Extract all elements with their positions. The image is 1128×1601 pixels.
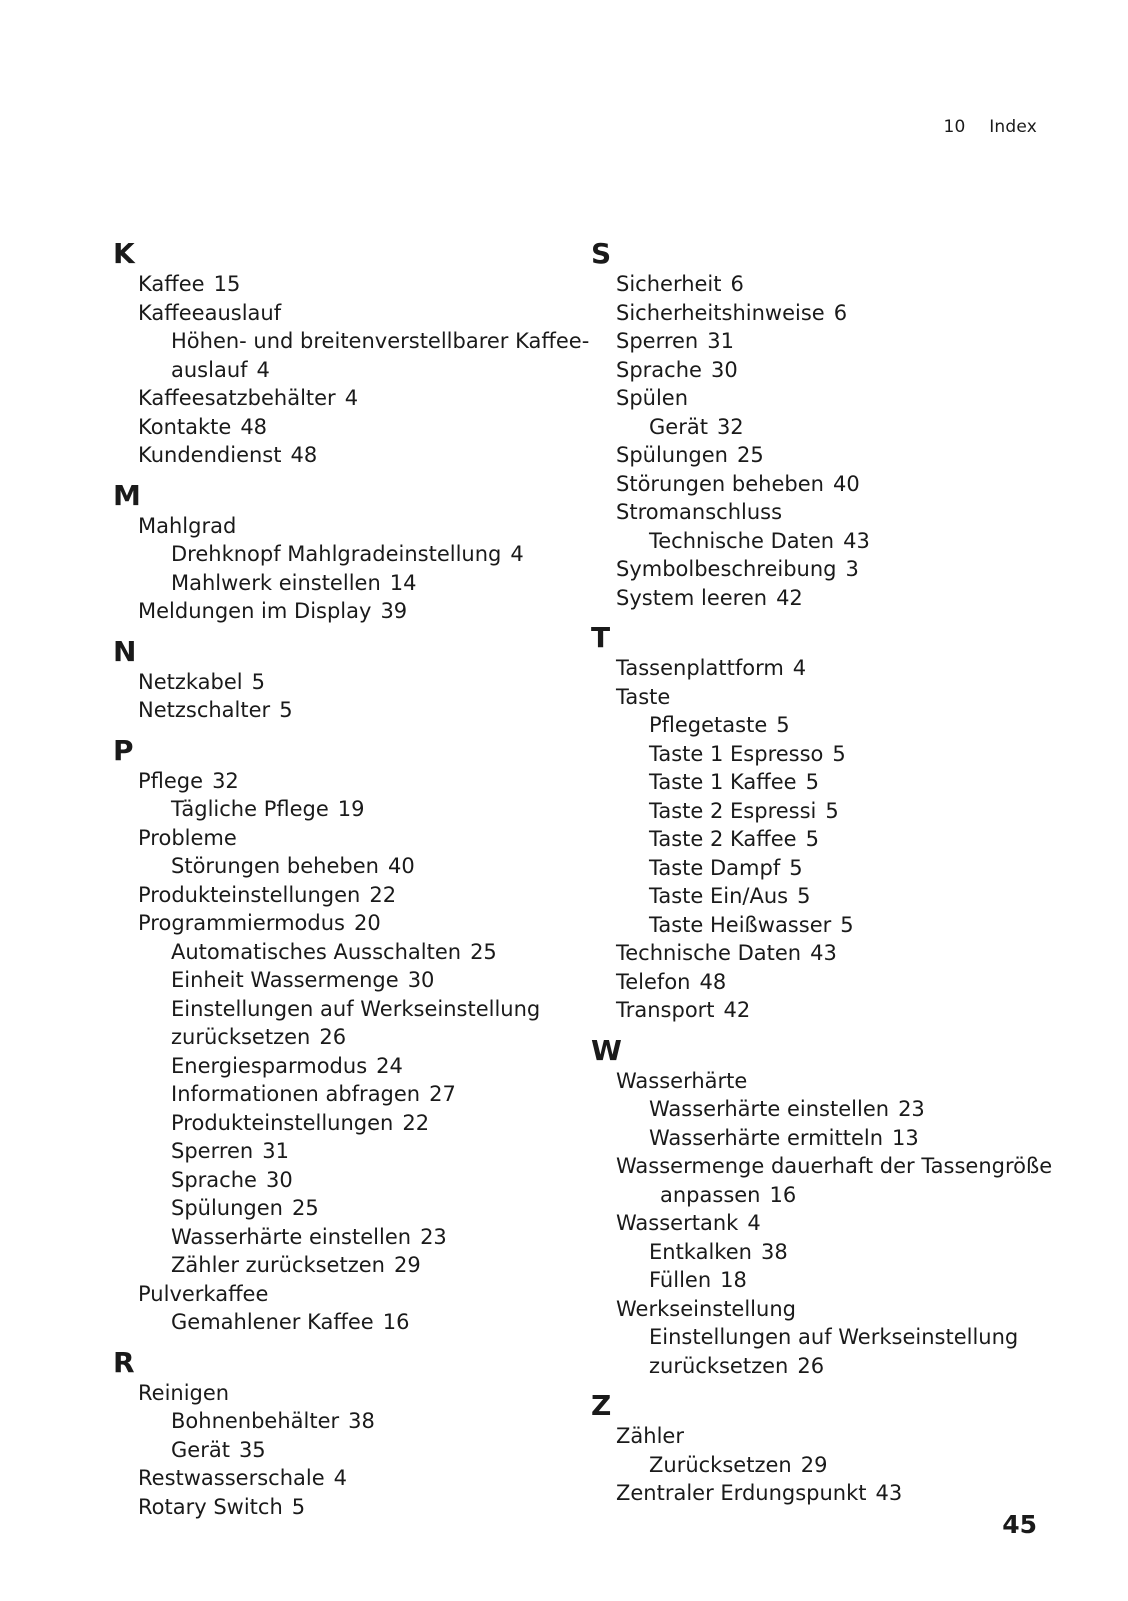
index-term: Restwasserschale xyxy=(138,1466,325,1490)
index-term: Taste 2 Kaffee xyxy=(649,827,797,851)
index-term: Symbolbeschreibung xyxy=(616,557,837,581)
index-column-right xyxy=(591,237,1061,1517)
index-page-ref: 22 xyxy=(369,882,397,907)
index-page-ref: 25 xyxy=(736,443,764,467)
index-entry xyxy=(591,1238,1061,1267)
index-term: Einheit Wassermenge xyxy=(171,968,399,992)
index-entry xyxy=(591,825,1061,854)
index-entry xyxy=(591,498,1061,527)
index-entry xyxy=(113,995,583,1024)
index-entry xyxy=(113,824,583,853)
index-page-ref: 35 xyxy=(238,1437,266,1462)
index-term: Taste 1 Kaffee xyxy=(649,770,797,794)
index-term: Sicherheitshinweise xyxy=(616,300,825,325)
index-section-m xyxy=(113,479,583,626)
index-page-ref: 30 xyxy=(710,357,738,382)
index-entry xyxy=(591,854,1061,883)
index-page-ref: 3 xyxy=(845,557,859,581)
index-entry xyxy=(591,1266,1061,1295)
index-section-w xyxy=(591,1034,1061,1381)
index-term: Sprache xyxy=(171,1167,257,1192)
index-page-ref: 15 xyxy=(213,272,241,296)
index-entry xyxy=(113,384,583,413)
index-entry xyxy=(113,597,583,626)
index-term: Wasserhärte ermitteln xyxy=(649,1125,884,1150)
index-entry xyxy=(591,527,1061,556)
index-term: Taste 2 Espressi xyxy=(649,798,817,823)
index-term: Taste 1 Espresso xyxy=(649,741,824,766)
index-page-ref: 23 xyxy=(898,1097,925,1121)
index-entry xyxy=(113,1080,583,1109)
index-entry xyxy=(113,795,583,824)
index-term: Kaffeeauslauf xyxy=(138,300,282,325)
index-entry xyxy=(591,740,1061,769)
index-term: Stromanschluss xyxy=(616,500,783,524)
index-page-ref: 5 xyxy=(825,798,839,823)
index-page-ref: 5 xyxy=(805,827,819,851)
index-term: Taste Dampf xyxy=(649,855,781,880)
index-term: zurücksetzen xyxy=(649,1353,789,1378)
index-page-ref: 19 xyxy=(337,797,365,821)
index-page-ref: 31 xyxy=(707,329,734,353)
index-entry xyxy=(113,1464,583,1493)
index-entry xyxy=(591,1352,1061,1381)
section-letter: R xyxy=(113,1345,135,1379)
index-page-ref: 25 xyxy=(291,1196,319,1220)
index-term: Produkteinstellungen xyxy=(138,882,361,907)
index-entry xyxy=(591,270,1061,299)
index-term: Kaffeesatzbehälter xyxy=(138,386,336,410)
section-letter: M xyxy=(113,478,141,512)
index-section-z xyxy=(591,1389,1061,1508)
index-entry xyxy=(591,1295,1061,1324)
index-page-ref: 16 xyxy=(769,1182,797,1207)
index-page-ref: 40 xyxy=(387,854,415,878)
index-page-ref: 27 xyxy=(429,1082,456,1106)
index-entry xyxy=(591,1181,1061,1210)
index-entry xyxy=(591,683,1061,712)
index-section-s xyxy=(591,237,1061,612)
index-section-k xyxy=(113,237,590,470)
index-term: Spülungen xyxy=(616,443,728,467)
index-entry xyxy=(591,1152,1061,1181)
index-entry xyxy=(591,1323,1061,1352)
index-term: Transport xyxy=(616,998,715,1022)
index-term: Kaffee xyxy=(138,272,205,296)
section-letter: W xyxy=(591,1033,622,1067)
chapter-number: 10 xyxy=(943,117,966,137)
index-entry xyxy=(591,327,1061,356)
index-entry xyxy=(591,882,1061,911)
running-header xyxy=(944,117,1037,137)
index-entry xyxy=(591,1209,1061,1238)
index-entry xyxy=(113,1407,583,1436)
index-page-ref: 6 xyxy=(730,272,744,296)
index-entry xyxy=(113,1052,583,1081)
index-page-ref: 38 xyxy=(348,1409,375,1433)
index-page-ref: 5 xyxy=(832,741,846,766)
index-entry xyxy=(113,512,583,541)
index-entry xyxy=(113,1109,583,1138)
index-page-ref: 5 xyxy=(797,884,811,908)
index-term: Zentraler Erdungspunkt xyxy=(616,1481,867,1505)
index-page-ref: 26 xyxy=(797,1353,825,1378)
index-entry xyxy=(113,1137,583,1166)
index-page-ref: 31 xyxy=(262,1139,289,1163)
index-entry xyxy=(113,909,583,938)
index-page-ref: 16 xyxy=(382,1310,410,1334)
index-entry xyxy=(113,1194,583,1223)
index-page-ref: 5 xyxy=(776,713,790,737)
index-entry xyxy=(113,413,583,442)
index-entry xyxy=(591,441,1061,470)
index-term: Telefon xyxy=(616,969,691,994)
index-page-ref: 14 xyxy=(389,570,417,595)
index-page-ref: 5 xyxy=(251,669,266,694)
index-term: Meldungen im Display xyxy=(138,599,372,623)
index-page-ref: 4 xyxy=(344,386,359,410)
index-page-ref: 5 xyxy=(840,912,854,937)
index-entry xyxy=(113,696,583,725)
index-entry xyxy=(591,939,1061,968)
index-term: Einstellungen auf Werkseinstellung xyxy=(171,996,541,1021)
index-term: Reinigen xyxy=(138,1380,230,1405)
index-term: auslauf xyxy=(171,357,248,382)
index-entry xyxy=(591,1451,1061,1480)
index-term: Wasserhärte einstellen xyxy=(649,1097,890,1121)
index-page-ref: 42 xyxy=(723,998,751,1022)
index-entry xyxy=(591,356,1061,385)
index-page-ref: 43 xyxy=(875,1481,903,1505)
index-entry xyxy=(113,938,583,967)
index-term: Automatisches Ausschalten xyxy=(171,939,462,964)
index-term: Gerät xyxy=(649,414,708,439)
index-entry xyxy=(113,852,583,881)
section-letter: S xyxy=(591,237,612,270)
index-entry xyxy=(591,1479,1061,1508)
section-letter: Z xyxy=(591,1389,612,1422)
index-term: Zähler xyxy=(616,1424,684,1448)
index-entry xyxy=(591,797,1061,826)
index-page-ref: 32 xyxy=(212,768,239,793)
index-term: Energiesparmodus xyxy=(171,1053,368,1078)
index-column-left xyxy=(113,237,590,1530)
index-term: Programmiermodus xyxy=(138,911,345,935)
index-page-ref: 29 xyxy=(800,1452,828,1477)
index-page-ref: 6 xyxy=(833,300,848,325)
index-entry xyxy=(113,767,583,796)
index-entry xyxy=(591,584,1061,613)
index-term: Produkteinstellungen xyxy=(171,1110,394,1135)
index-entry xyxy=(113,299,583,328)
index-page-ref: 18 xyxy=(720,1268,747,1292)
index-term: Werkseinstellung xyxy=(616,1296,796,1321)
index-term: Informationen abfragen xyxy=(171,1082,421,1106)
index-term: Zurücksetzen xyxy=(649,1452,792,1477)
index-section-n xyxy=(113,635,583,725)
section-letter: K xyxy=(113,237,135,270)
index-term: Taste Heißwasser xyxy=(649,912,832,937)
index-entry xyxy=(113,1493,583,1522)
index-entry xyxy=(113,1166,583,1195)
index-entry xyxy=(591,1095,1061,1124)
index-term: Pflegetaste xyxy=(649,713,768,737)
index-term: Technische Daten xyxy=(649,528,835,553)
index-page-ref: 20 xyxy=(353,911,381,935)
index-entry xyxy=(591,413,1061,442)
index-page-ref: 4 xyxy=(333,1466,348,1490)
index-page-ref: 43 xyxy=(843,528,870,553)
index-entry xyxy=(113,1308,583,1337)
index-entry xyxy=(591,996,1061,1025)
index-entry xyxy=(591,654,1061,683)
index-term: Zähler zurücksetzen xyxy=(171,1253,385,1277)
index-term: Störungen beheben xyxy=(616,471,824,496)
index-entry xyxy=(113,270,583,299)
index-entry xyxy=(113,540,583,569)
index-entry xyxy=(591,1422,1061,1451)
index-page-ref: 25 xyxy=(470,939,497,964)
index-term: Störungen beheben xyxy=(171,854,379,878)
index-section-r xyxy=(113,1346,583,1522)
index-term: Entkalken xyxy=(649,1239,752,1264)
index-term: Mahlwerk einstellen xyxy=(171,570,381,595)
index-entry xyxy=(113,1379,583,1408)
index-entry xyxy=(113,881,583,910)
index-entry xyxy=(591,968,1061,997)
index-term: Gerät xyxy=(171,1437,230,1462)
index-entry xyxy=(113,668,583,697)
index-page-ref: 24 xyxy=(376,1053,403,1078)
index-term: Wassermenge dauerhaft der Tassengröße xyxy=(616,1154,1053,1178)
index-term: zurücksetzen xyxy=(171,1025,311,1049)
index-page-ref: 5 xyxy=(805,770,819,794)
index-term: Einstellungen auf Werkseinstellung xyxy=(649,1325,1019,1349)
index-term: Tägliche Pflege xyxy=(171,797,329,821)
index-page-ref: 40 xyxy=(832,471,860,496)
index-term: Pulverkaffee xyxy=(138,1281,269,1306)
index-section-t xyxy=(591,621,1061,1025)
index-entry xyxy=(113,569,583,598)
index-entry xyxy=(591,711,1061,740)
page-number: 45 xyxy=(1002,1510,1037,1539)
index-page-ref: 5 xyxy=(291,1494,306,1519)
index-page-ref: 4 xyxy=(256,357,270,382)
index-term: Sperren xyxy=(171,1139,254,1163)
section-letter: T xyxy=(591,621,611,654)
index-page-ref: 38 xyxy=(760,1239,788,1264)
index-page-ref: 32 xyxy=(716,414,744,439)
index-entry xyxy=(113,1023,583,1052)
index-entry xyxy=(113,1280,583,1309)
index-entry xyxy=(113,327,590,356)
index-page-ref: 39 xyxy=(380,599,408,623)
index-term: Mahlgrad xyxy=(138,513,237,538)
index-term: Höhen- und breitenverstellbarer Kaffee- xyxy=(171,329,590,353)
index-page-ref: 29 xyxy=(393,1253,421,1277)
index-page-ref: 48 xyxy=(290,443,318,467)
index-entry xyxy=(591,299,1061,328)
index-term: Tassenplattform xyxy=(616,656,784,680)
index-page-ref: 48 xyxy=(699,969,727,994)
index-page-ref: 5 xyxy=(279,698,293,722)
index-entry xyxy=(113,966,583,995)
index-term: Spülen xyxy=(616,386,689,410)
index-page-ref: 26 xyxy=(319,1025,347,1049)
index-term: Bohnenbehälter xyxy=(171,1409,340,1433)
index-page-ref: 4 xyxy=(510,542,524,566)
index-term: Drehknopf Mahlgradeinstellung xyxy=(171,542,502,566)
section-letter: N xyxy=(113,634,137,668)
index-entry xyxy=(113,1251,583,1280)
index-term: Taste Ein/Aus xyxy=(649,884,789,908)
index-term: Netzkabel xyxy=(138,669,243,694)
index-term: Wasserhärte xyxy=(616,1068,748,1093)
index-page-ref: 48 xyxy=(240,414,268,439)
index-term: Spülungen xyxy=(171,1196,283,1220)
index-term: Sperren xyxy=(616,329,699,353)
index-term: Rotary Switch xyxy=(138,1494,283,1519)
index-term: Füllen xyxy=(649,1268,712,1292)
index-section-p xyxy=(113,734,583,1337)
index-page-ref: 42 xyxy=(776,585,803,610)
index-page-ref: 23 xyxy=(420,1224,447,1249)
index-entry xyxy=(591,1067,1061,1096)
index-term: Sicherheit xyxy=(616,272,722,296)
index-term: Wasserhärte einstellen xyxy=(171,1224,412,1249)
index-entry xyxy=(113,1223,583,1252)
index-page-ref: 4 xyxy=(747,1211,761,1235)
chapter-title: Index xyxy=(989,117,1037,137)
index-term: Technische Daten xyxy=(616,941,802,965)
index-entry xyxy=(113,441,583,470)
index-page-ref: 30 xyxy=(407,968,435,992)
index-entry xyxy=(113,1436,583,1465)
index-page-ref: 22 xyxy=(402,1110,430,1135)
index-entry xyxy=(591,470,1061,499)
section-letter: P xyxy=(113,733,134,767)
index-term: anpassen xyxy=(660,1182,761,1207)
index-page-ref: 30 xyxy=(265,1167,293,1192)
index-entry xyxy=(591,384,1061,413)
index-term: Sprache xyxy=(616,357,702,382)
index-entry xyxy=(113,356,583,385)
index-entry xyxy=(591,555,1061,584)
index-term: Gemahlener Kaffee xyxy=(171,1310,374,1334)
index-entry xyxy=(591,768,1061,797)
index-term: Wassertank xyxy=(616,1211,739,1235)
index-page-ref: 13 xyxy=(892,1125,919,1150)
index-term: Kontakte xyxy=(138,414,232,439)
index-term: Probleme xyxy=(138,825,237,850)
index-term: System leeren xyxy=(616,585,768,610)
index-term: Pflege xyxy=(138,768,204,793)
index-page-ref: 5 xyxy=(789,855,803,880)
index-entry xyxy=(591,1124,1061,1153)
index-page-ref: 4 xyxy=(792,656,807,680)
index-page-ref: 43 xyxy=(810,941,837,965)
index-term: Netzschalter xyxy=(138,698,271,722)
index-term: Kundendienst xyxy=(138,443,282,467)
index-entry xyxy=(591,911,1061,940)
index-term: Taste xyxy=(616,684,671,709)
